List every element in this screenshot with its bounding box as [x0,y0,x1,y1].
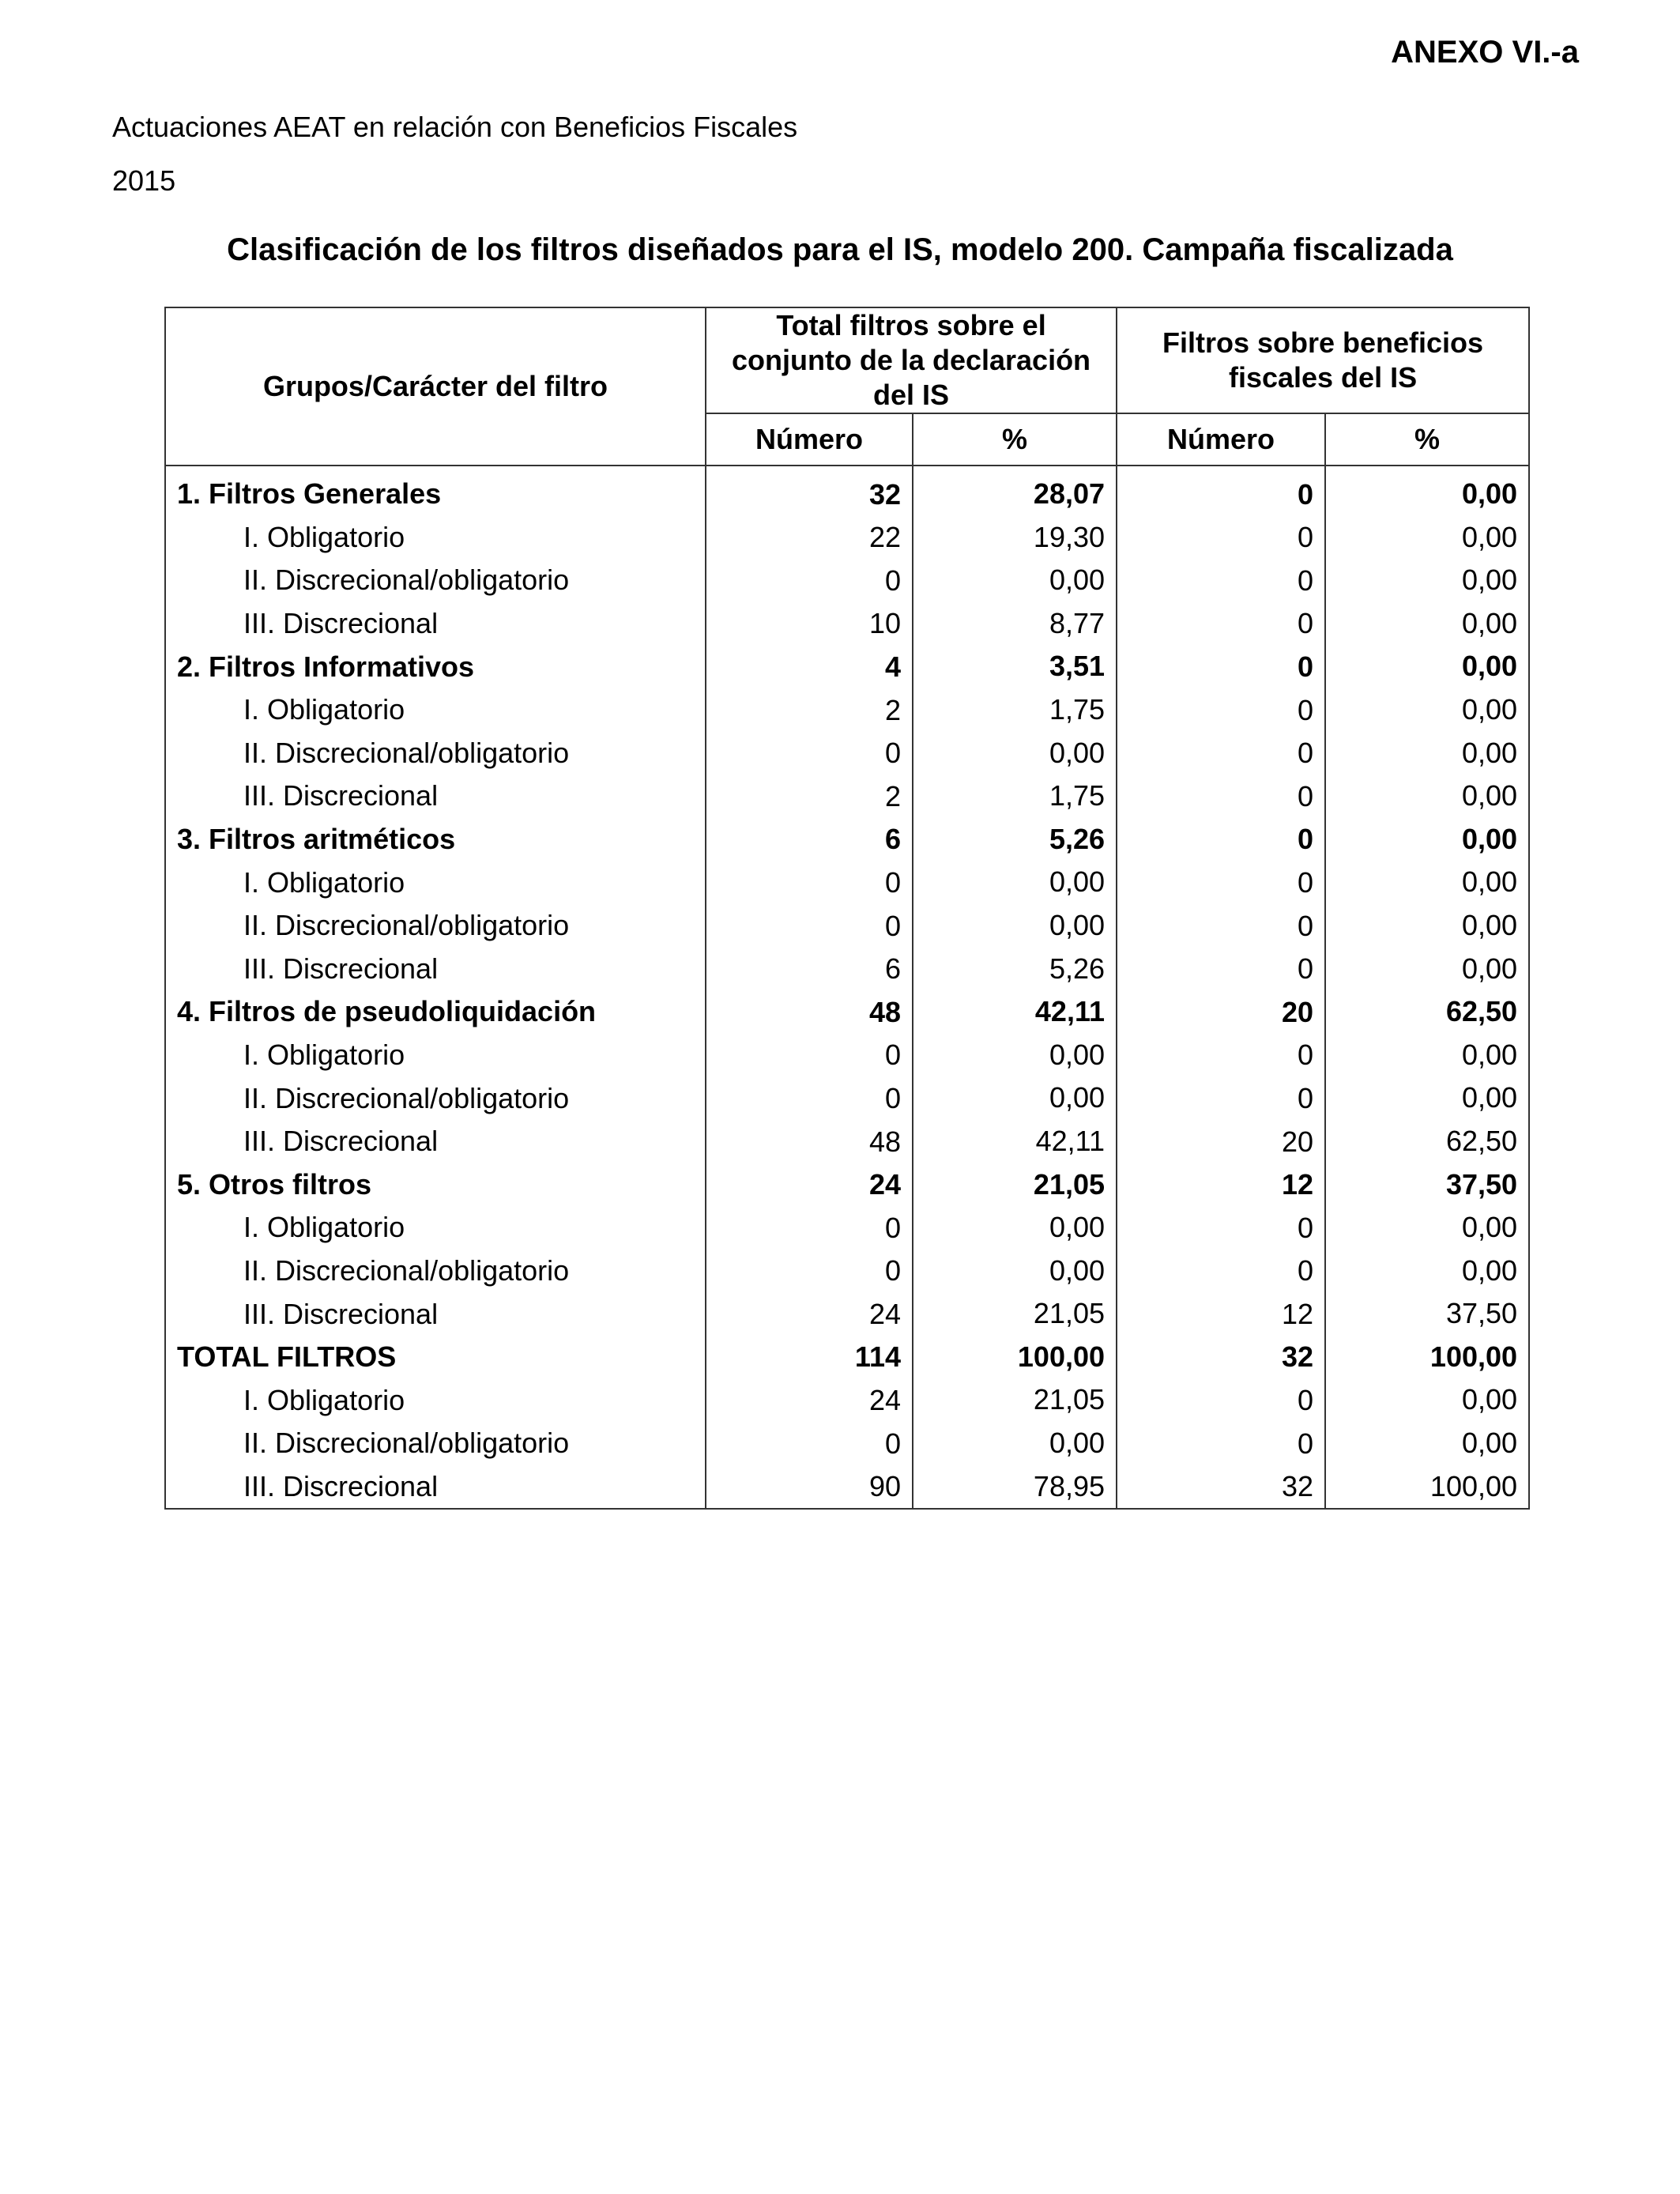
table-row [165,861,1529,904]
table-row [165,1206,1529,1250]
total-pct-cell: 0,00 [913,1076,1117,1120]
total-pct-cell: 28,07 [913,466,1117,516]
table-row [165,1250,1529,1293]
total-numero-cell: 32 [706,466,913,516]
total-numero-cell: 0 [706,1250,913,1293]
benefits-pct-cell: 0,00 [1325,466,1529,516]
benefits-pct-cell: 0,00 [1325,1250,1529,1293]
total-numero-cell: 2 [706,688,913,732]
benefits-numero-cell: 0 [1117,1076,1325,1120]
row-label: III. Discrecional [165,1465,706,1510]
benefits-pct-cell: 0,00 [1325,516,1529,560]
total-pct-cell: 0,00 [913,1250,1117,1293]
total-pct-cell: 21,05 [913,1163,1117,1207]
table-header [165,307,1529,466]
benefits-numero-cell: 0 [1117,559,1325,602]
total-numero-cell: 0 [706,559,913,602]
total-numero-cell: 10 [706,602,913,646]
row-label: I. Obligatorio [165,516,706,560]
benefits-pct-cell: 0,00 [1325,818,1529,861]
total-pct-cell: 0,00 [913,1206,1117,1250]
row-label: III. Discrecional [165,602,706,646]
benefits-numero-cell: 20 [1117,990,1325,1034]
benefits-numero-cell: 0 [1117,904,1325,948]
benefits-pct-cell: 0,00 [1325,775,1529,818]
total-numero-cell: 0 [706,1076,913,1120]
row-label: I. Obligatorio [165,1378,706,1422]
benefits-numero-header: Número [1117,413,1325,466]
benefits-numero-cell: 0 [1117,645,1325,688]
table-row [165,516,1529,560]
benefits-numero-cell: 0 [1117,466,1325,516]
benefits-numero-cell: 0 [1117,602,1325,646]
row-label: II. Discrecional/obligatorio [165,1250,706,1293]
benefits-pct-cell: 0,00 [1325,1206,1529,1250]
benefits-numero-cell: 12 [1117,1163,1325,1207]
row-label: II. Discrecional/obligatorio [165,559,706,602]
benefits-pct-cell: 0,00 [1325,1034,1529,1077]
organization-subtitle: Actuaciones AEAT en relación con Beneficios Fiscales [112,111,798,143]
table-row [165,904,1529,948]
row-label: 4. Filtros de pseudoliquidación [165,990,706,1034]
table-row [165,688,1529,732]
row-label: II. Discrecional/obligatorio [165,1422,706,1465]
benefits-pct-cell: 0,00 [1325,861,1529,904]
total-pct-cell: 42,11 [913,990,1117,1034]
row-label: TOTAL FILTROS [165,1336,706,1379]
total-pct-cell: 0,00 [913,861,1117,904]
total-pct-cell: 5,26 [913,818,1117,861]
table-row [165,466,1529,516]
total-numero-cell: 90 [706,1465,913,1510]
benefits-pct-cell: 0,00 [1325,948,1529,991]
total-numero-cell: 0 [706,861,913,904]
row-label: II. Discrecional/obligatorio [165,732,706,775]
table-row [165,1163,1529,1207]
benefits-numero-cell: 0 [1117,688,1325,732]
total-numero-cell: 24 [706,1292,913,1336]
total-numero-cell: 6 [706,818,913,861]
row-label: I. Obligatorio [165,688,706,732]
row-label: III. Discrecional [165,1120,706,1163]
benefits-numero-cell: 0 [1117,1250,1325,1293]
total-numero-cell: 48 [706,1120,913,1163]
benefits-pct-cell: 0,00 [1325,645,1529,688]
total-numero-cell: 0 [706,1422,913,1465]
benefits-numero-cell: 0 [1117,1034,1325,1077]
table-title: Clasificación de los filtros diseñados para el IS, modelo 200. Campaña fiscalizada [227,232,1453,267]
row-label: I. Obligatorio [165,1034,706,1077]
total-pct-cell: 21,05 [913,1378,1117,1422]
benefits-pct-cell: 100,00 [1325,1465,1529,1510]
table-body [165,466,1529,1509]
benefits-pct-cell: 0,00 [1325,1378,1529,1422]
row-label: I. Obligatorio [165,1206,706,1250]
row-label: 1. Filtros Generales [165,466,706,516]
table-row [165,1378,1529,1422]
benefits-numero-cell: 0 [1117,861,1325,904]
benefits-numero-cell: 0 [1117,732,1325,775]
table-row [165,818,1529,861]
benefits-pct-header: % [1325,413,1529,466]
total-pct-cell: 8,77 [913,602,1117,646]
table-row [165,1120,1529,1163]
benefits-pct-cell: 62,50 [1325,990,1529,1034]
benefits-pct-cell: 0,00 [1325,904,1529,948]
benefits-pct-cell: 0,00 [1325,732,1529,775]
table-row [165,1336,1529,1379]
row-label: II. Discrecional/obligatorio [165,904,706,948]
table-row [165,990,1529,1034]
benefits-numero-cell: 20 [1117,1120,1325,1163]
total-numero-cell: 6 [706,948,913,991]
total-numero-cell: 24 [706,1378,913,1422]
table-row [165,1465,1529,1510]
benefits-pct-cell: 37,50 [1325,1163,1529,1207]
total-pct-cell: 3,51 [913,645,1117,688]
benefits-numero-cell: 12 [1117,1292,1325,1336]
total-pct-cell: 0,00 [913,1034,1117,1077]
total-numero-cell: 24 [706,1163,913,1207]
total-pct-cell: 100,00 [913,1336,1117,1379]
table-row [165,775,1529,818]
total-pct-cell: 78,95 [913,1465,1117,1510]
table-row [165,1076,1529,1120]
benefits-pct-cell: 0,00 [1325,1422,1529,1465]
annex-label: ANEXO VI.-a [1391,35,1579,70]
table-row [165,602,1529,646]
row-label: III. Discrecional [165,948,706,991]
total-numero-cell: 4 [706,645,913,688]
benefits-pct-cell: 100,00 [1325,1336,1529,1379]
total-pct-cell: 21,05 [913,1292,1117,1336]
total-numero-cell: 22 [706,516,913,560]
total-pct-header: % [913,413,1117,466]
row-label: I. Obligatorio [165,861,706,904]
total-numero-cell: 0 [706,1206,913,1250]
benefits-pct-cell: 0,00 [1325,1076,1529,1120]
total-filters-header: Total filtros sobre el conjunto de la declaración del IS [706,307,1117,413]
benefits-numero-cell: 0 [1117,818,1325,861]
total-pct-cell: 0,00 [913,904,1117,948]
filters-table [164,307,1530,1510]
table-row [165,1034,1529,1077]
table-row [165,948,1529,991]
total-pct-cell: 0,00 [913,559,1117,602]
table-row [165,1422,1529,1465]
benefits-pct-cell: 0,00 [1325,559,1529,602]
groups-column-header: Grupos/Carácter del filtro [165,307,706,466]
benefits-numero-cell: 32 [1117,1336,1325,1379]
total-numero-cell: 2 [706,775,913,818]
total-numero-cell: 0 [706,732,913,775]
report-year: 2015 [112,164,176,197]
benefits-numero-cell: 0 [1117,516,1325,560]
table-row [165,1292,1529,1336]
benefits-numero-cell: 0 [1117,948,1325,991]
row-label: II. Discrecional/obligatorio [165,1076,706,1120]
benefits-numero-cell: 0 [1117,1206,1325,1250]
benefits-pct-cell: 0,00 [1325,602,1529,646]
table-row [165,645,1529,688]
total-pct-cell: 0,00 [913,1422,1117,1465]
total-numero-cell: 0 [706,1034,913,1077]
benefits-numero-cell: 0 [1117,1422,1325,1465]
row-label: 2. Filtros Informativos [165,645,706,688]
total-pct-cell: 19,30 [913,516,1117,560]
benefits-pct-cell: 0,00 [1325,688,1529,732]
table-row [165,559,1529,602]
row-label: III. Discrecional [165,775,706,818]
total-numero-cell: 0 [706,904,913,948]
total-pct-cell: 42,11 [913,1120,1117,1163]
row-label: 5. Otros filtros [165,1163,706,1207]
total-numero-cell: 114 [706,1336,913,1379]
row-label: III. Discrecional [165,1292,706,1336]
total-pct-cell: 1,75 [913,688,1117,732]
total-numero-cell: 48 [706,990,913,1034]
benefits-numero-cell: 32 [1117,1465,1325,1510]
total-pct-cell: 0,00 [913,732,1117,775]
benefits-pct-cell: 37,50 [1325,1292,1529,1336]
tax-benefits-header: Filtros sobre beneficios fiscales del IS [1117,307,1529,413]
total-numero-header: Número [706,413,913,466]
benefits-numero-cell: 0 [1117,775,1325,818]
table-row [165,732,1529,775]
total-pct-cell: 5,26 [913,948,1117,991]
row-label: 3. Filtros aritméticos [165,818,706,861]
total-pct-cell: 1,75 [913,775,1117,818]
benefits-numero-cell: 0 [1117,1378,1325,1422]
benefits-pct-cell: 62,50 [1325,1120,1529,1163]
